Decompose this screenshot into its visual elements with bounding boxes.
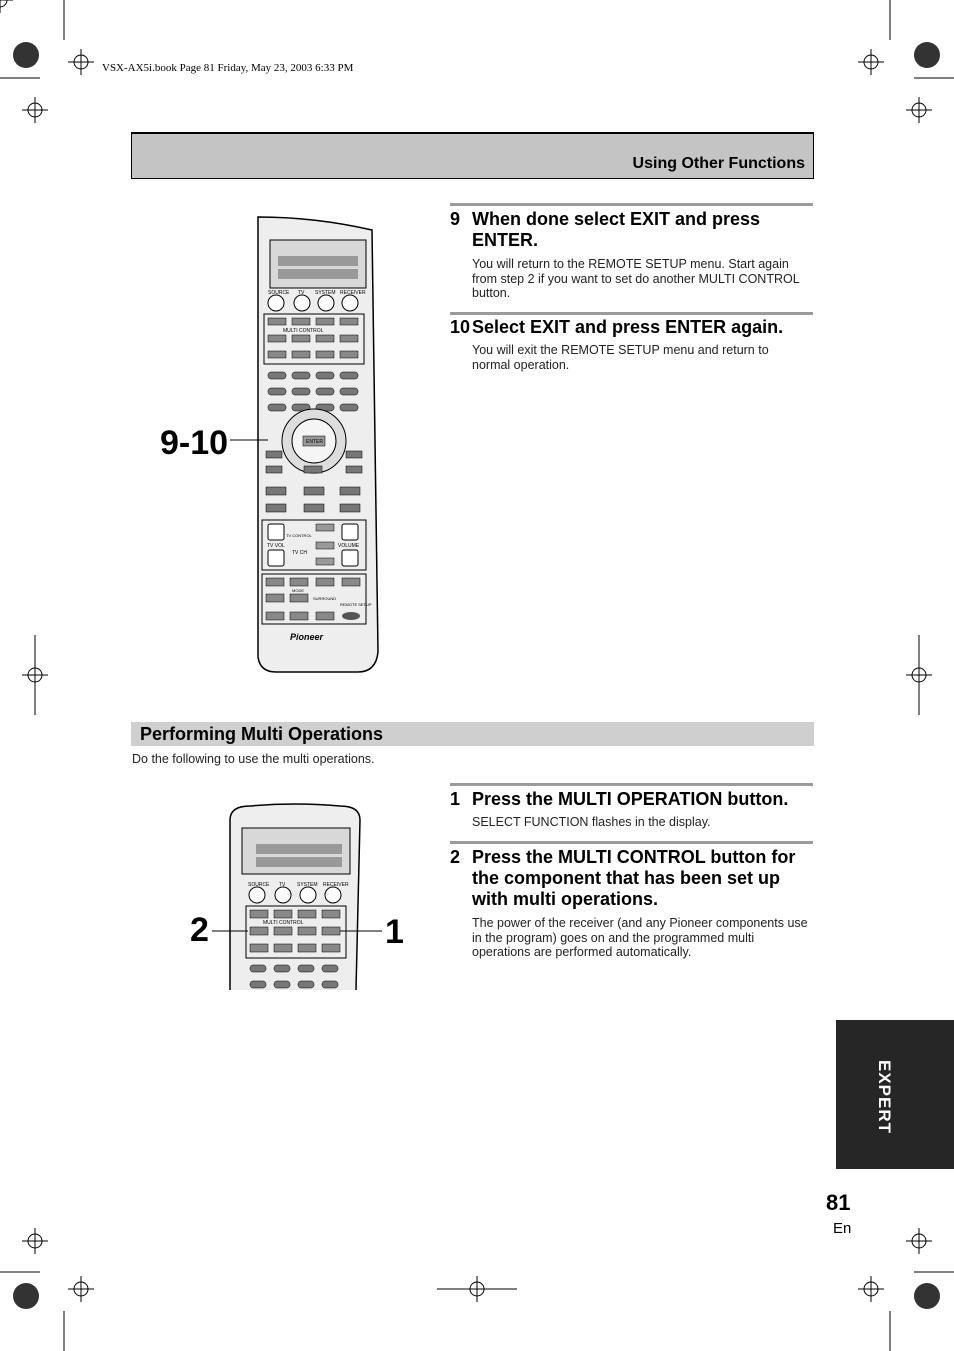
step-10-heading	[450, 317, 812, 338]
label-receiver: RECEIVER	[323, 882, 349, 888]
brand-logo: Pioneer	[290, 632, 324, 642]
expert-side-tab	[836, 1020, 954, 1169]
callout-1: 1	[385, 913, 404, 951]
step-10-body: You will exit the REMOTE SETUP menu and return to normal operation.	[472, 343, 769, 372]
step-1-body: SELECT FUNCTION flashes in the display.	[472, 815, 711, 829]
step-2-number: 2	[450, 847, 461, 867]
label-tv: TV	[279, 882, 286, 888]
label-multi-control: MULTI CONTROL	[263, 920, 304, 926]
step-2-body: The power of the receiver (and any Pioneer components use in the program) goes on and the programmed multi operations are performed automatically.	[472, 916, 808, 959]
label-tv-ch: TV CH	[292, 550, 307, 556]
label-tv-control: TV CONTROL	[286, 533, 312, 538]
section-header-bar	[131, 132, 814, 179]
step-2-title: Press the MULTI CONTROL button for the component that has been set up with multi operations.	[472, 847, 796, 909]
step-10-number: 10	[450, 317, 471, 337]
rule-step-10	[450, 312, 813, 315]
page-number: 81	[826, 1190, 851, 1215]
label-system: SYSTEM	[297, 882, 318, 888]
label-multi-control: MULTI CONTROL	[283, 328, 324, 334]
label-surround: SURROUND	[313, 596, 337, 601]
step-9-body: You will return to the REMOTE SETUP menu. Start again from step 2 if you want to set do another MULTI CONTROL button.	[472, 257, 800, 300]
step-9-heading	[450, 209, 812, 251]
label-source: SOURCE	[268, 290, 290, 296]
step-9-number: 9	[450, 209, 461, 229]
callout-2: 2	[190, 911, 209, 949]
page-language: En	[833, 1220, 852, 1237]
callout-9-10: 9-10	[160, 424, 229, 462]
subsection-title: Performing Multi Operations	[140, 724, 384, 744]
label-volume: VOLUME	[338, 543, 360, 549]
step-9-title: When done select EXIT and press ENTER.	[472, 209, 761, 250]
label-receiver: RECEIVER	[340, 290, 366, 296]
step-2-heading	[450, 847, 812, 910]
expert-tab-label: EXPERT	[875, 1060, 894, 1135]
label-tv-vol: TV VOL	[267, 543, 285, 549]
remote-control-illustration-bottom	[190, 800, 430, 1000]
step-1-title: Press the MULTI OPERATION button.	[472, 789, 789, 809]
section-title: Using Other Functions	[632, 155, 805, 172]
step-1-heading	[450, 789, 812, 810]
file-header: VSX-AX5i.book Page 81 Friday, May 23, 2003 6:33 PM	[102, 62, 354, 74]
intro-text: Do the following to use the multi operations.	[132, 752, 375, 766]
step-1-number: 1	[450, 789, 461, 809]
rule-step-9	[450, 203, 813, 206]
label-source: SOURCE	[248, 882, 270, 888]
rule-step-1	[450, 783, 813, 786]
rule-step-2	[450, 841, 813, 844]
label-tv: TV	[298, 290, 305, 296]
label-enter: ENTER	[306, 439, 323, 445]
step-10-title: Select EXIT and press ENTER again.	[472, 317, 784, 337]
label-remote-setup: REMOTE SETUP	[340, 602, 372, 607]
subsection-bar	[131, 722, 814, 746]
label-mode: MODE	[292, 588, 304, 593]
label-system: SYSTEM	[315, 290, 336, 296]
